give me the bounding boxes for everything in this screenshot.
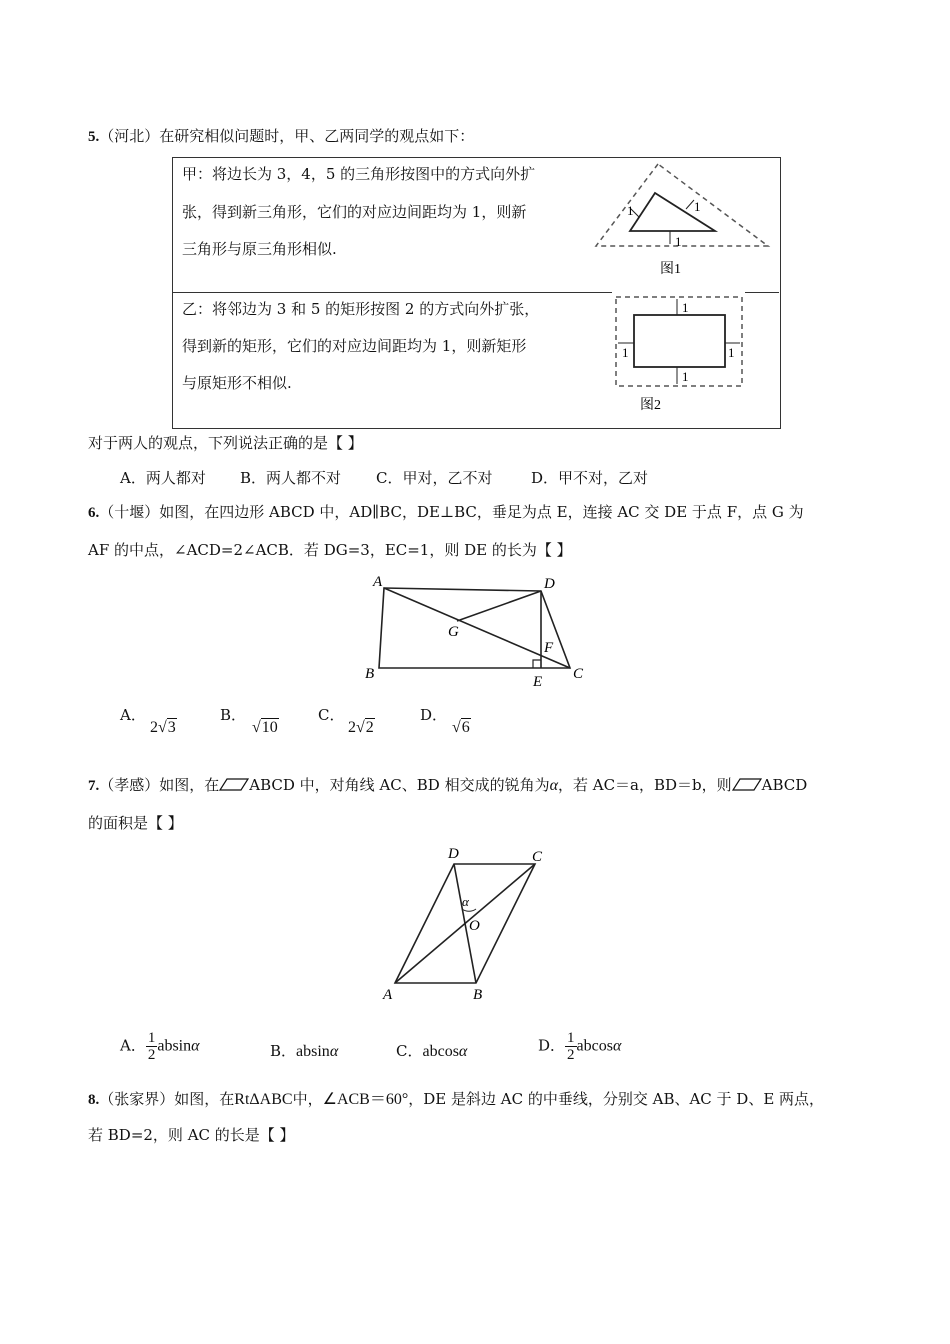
q5-jia-line1: 甲：将边长为 3，4，5 的三角形按图中的方式向外扩: [182, 165, 536, 183]
q7-line1: [88, 774, 807, 795]
q6-option-b-label: B．: [220, 706, 247, 724]
fig1-inner-triangle: [630, 193, 715, 231]
q8-seg2: 中，: [292, 1090, 323, 1108]
q5-yi-line2: 得到新的矩形，它们的对应边间距均为 1，则新矩形: [182, 337, 527, 355]
q7-label-alpha: α: [462, 894, 469, 909]
q7-option-a-frac: $\frac{1}{2}$: [147, 1030, 156, 1063]
q5-stem: [88, 125, 474, 146]
q8-seg3: ，DE 是斜边 AC 的中垂线，分别交 AB、AC 于 D、E 两点，: [408, 1090, 825, 1108]
q7-seg3: ，若 AC＝a，BD＝b，则: [557, 776, 732, 794]
parallelogram-icon: [219, 778, 249, 791]
q6-label-g: G: [448, 624, 459, 640]
q8-line1: [88, 1086, 824, 1109]
q6-option-a-label: A．: [120, 706, 146, 724]
fig2-label-bottom: 1: [682, 369, 689, 384]
q8-seg1: （张家界）如图，在: [99, 1090, 235, 1108]
q5-number: 5.: [88, 129, 100, 145]
q7-option-b: B．absinα: [270, 1042, 339, 1060]
q6-option-d-value: √6: [452, 719, 470, 736]
fig1-label-bottom: 1: [675, 234, 682, 249]
q7-figure: [378, 843, 578, 1008]
q6-option-a-value: 2√3: [150, 719, 176, 736]
q5-yi-line3: 与原矩形不相似.: [182, 374, 292, 392]
q8-rt: RtΔABC: [234, 1091, 293, 1108]
q7-line2: 的面积是【 】: [88, 814, 183, 832]
fig2-inner-rect: [634, 315, 725, 367]
q7-seg1: （孝感）如图，在: [99, 776, 220, 794]
q8-angle: ∠ACB＝60°: [322, 1091, 409, 1108]
q7-seg2: ABCD 中，对角线 AC、BD 相交成的锐角为: [249, 776, 550, 794]
fig2-caption: 图2: [640, 398, 661, 413]
q7-option-a: A． $\frac{1}{2}$ absinα: [120, 1030, 200, 1063]
q7-seg4: ABCD: [761, 776, 808, 794]
q6-option-c-label: C．: [318, 706, 345, 724]
q5-table-divider: [172, 292, 612, 293]
q6-option-c-value: 2√2: [348, 719, 374, 736]
fig2-label-top: 1: [682, 300, 689, 315]
q7-label-a: A: [383, 987, 393, 1003]
q6-label-c: C: [573, 666, 584, 682]
q5-question: 对于两人的观点，下列说法正确的是【 】: [88, 434, 363, 452]
q7-label-b: B: [473, 987, 483, 1003]
q6-option-d-label: D．: [420, 706, 448, 724]
q7-label-d: D: [448, 846, 459, 862]
fig2-label-left: 1: [622, 345, 629, 360]
fig1-label-right: 1: [694, 199, 701, 214]
q7-label-c: C: [532, 849, 543, 865]
q7-option-d: D． $\frac{1}{2}$ abcosα: [538, 1030, 622, 1063]
q5-option-a: A．两人都对: [120, 469, 206, 487]
q6-text-1: （十堰）如图，在四边形 ABCD 中，AD∥BC，DE⊥BC，垂足为点 E，连接 AC 交 DE 于点 F，点 G 为: [99, 503, 804, 521]
q5-jia-line2: 张，得到新三角形，它们的对应边间距均为 1，则新: [182, 203, 527, 221]
q6-line1: [88, 501, 804, 522]
q6-option-b-value: √10: [252, 719, 278, 736]
q7-alpha: α: [549, 777, 558, 794]
q7-option-d-frac: $\frac{1}{2}$: [567, 1030, 575, 1063]
q5-jia-line3: 三角形与原三角形相似.: [182, 240, 337, 258]
q6-label-e: E: [533, 674, 543, 690]
q6-figure: [362, 570, 592, 690]
q5-option-b: B．两人都不对: [240, 469, 342, 487]
q7-label-o: O: [469, 918, 480, 934]
fig1-label-left: 1: [627, 203, 634, 218]
q6-label-f: F: [544, 640, 554, 656]
fig1-caption: 图1: [660, 262, 681, 277]
q5-option-c: C．甲对，乙不对: [376, 469, 493, 487]
q6-line2: AF 的中点，∠ACD=2∠ACB．若 DG=3，EC=1，则 DE 的长为【 】: [88, 541, 572, 559]
q5-table-divider-right: [745, 292, 779, 293]
q5-figure-2: [612, 295, 747, 417]
q6-label-d: D: [544, 576, 555, 592]
parallelogram-icon-2: [732, 778, 762, 791]
q8-line2: 若 BD=2，则 AC 的长是【 】: [88, 1126, 295, 1144]
fig1-outer-triangle: [596, 164, 768, 246]
fig2-outer-rect: [616, 297, 742, 386]
q5-yi-line1: 乙：将邻边为 3 和 5 的矩形按图 2 的方式向外扩张，: [182, 300, 540, 318]
fig2-label-right: 1: [728, 345, 735, 360]
q6-label-b: B: [365, 666, 375, 682]
q7-number: 7.: [88, 778, 100, 794]
q7-option-c: C．abcosα: [396, 1042, 468, 1060]
q5-text: （河北）在研究相似问题时，甲、乙两同学的观点如下：: [99, 127, 475, 145]
q6-label-a: A: [373, 574, 383, 590]
q5-option-d: D．甲不对，乙对: [531, 469, 649, 487]
q8-number: 8.: [88, 1092, 100, 1108]
q5-figure-1: [590, 160, 775, 285]
q6-number: 6.: [88, 505, 100, 521]
